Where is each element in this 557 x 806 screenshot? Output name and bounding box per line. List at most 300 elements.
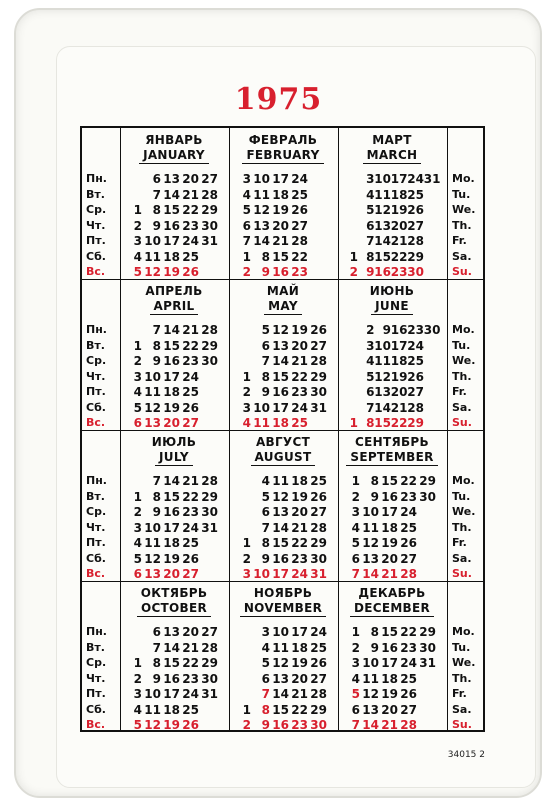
day-cell: 11 [144,536,161,550]
day-cell: 28 [310,687,327,701]
day-cell: 5 [133,551,142,566]
day-cell: 15 [272,369,289,384]
day-cell: 15 [163,203,180,217]
day-cell: 25 [182,702,199,717]
day-cell: 14 [163,323,180,337]
day-cell: 31 [310,567,327,581]
day-cell: 10 [253,172,270,186]
month-name-ru: АПРЕЛЬ [145,284,203,298]
day-cell: 26 [182,400,199,415]
day-cell: 4 [133,385,142,399]
weekday-label-en: Fr. [452,687,467,700]
day-cell: 16 [272,551,289,566]
day-cell: 23 [400,489,417,504]
day-cell: 28 [310,354,327,368]
day-cell: 21 [390,234,408,248]
day-cell: 1 [133,338,142,353]
day-cell: 4 [133,702,142,717]
print-code: 34015 2 [447,750,485,760]
day-cell: 11 [253,187,270,202]
day-cell: 22 [291,369,308,384]
day-cell: 27 [182,416,199,430]
month-name-ru: АВГУСТ [255,435,311,449]
day-cell: 10 [144,520,161,535]
day-cell: 6 [261,505,270,519]
day-cell: 31 [201,234,218,248]
day-cell: 5 [351,536,360,550]
day-cell: 24 [182,687,199,701]
weekday-label-en: Mo. [452,323,475,336]
day-cell: 17 [272,400,289,415]
day-cell: 28 [400,567,417,581]
day-cell: 28 [310,520,327,535]
day-cell: 10 [374,338,391,353]
day-cell: 30 [419,640,436,655]
day-cell: 22 [182,656,199,670]
month-name-ru: ЯНВАРЬ [145,133,203,147]
day-cell: 1 [349,416,358,430]
day-cell: 13 [163,625,180,639]
day-cell: 27 [201,625,218,639]
day-cell: 12 [272,323,289,337]
day-cell: 15 [163,656,180,670]
weekday-label-en: Fr. [452,536,467,549]
day-cell: 9 [152,354,161,368]
day-cell: 17 [272,567,289,581]
day-cell: 4 [133,249,142,264]
weekday-label-ru: Пн. [86,625,107,638]
day-cell: 19 [381,687,398,701]
day-cell: 1 [349,249,358,264]
day-cell: 13 [362,702,379,717]
weekday-label-ru: Сб. [86,400,106,414]
day-cell: 27 [310,671,327,686]
day-cell: 22 [291,249,308,264]
weekday-label-en: We. [452,203,476,216]
day-cell: 14 [163,187,180,202]
day-cell: 8 [366,249,375,264]
day-cell: 11 [272,640,289,655]
day-cell: 15 [381,625,398,639]
day-cell: 12 [272,489,289,504]
day-cell: 6 [133,567,142,581]
day-cell: 3 [242,567,251,581]
day-cell: 26 [310,489,327,504]
day-cell: 17 [291,625,308,639]
day-cell: 23 [291,265,308,279]
day-cell: 1 [242,536,251,550]
day-cell: 16 [163,671,180,686]
day-cell: 9 [261,385,270,399]
month-name-en: OCTOBER [137,601,211,617]
weekday-label-ru: Вс. [86,567,106,580]
day-cell: 29 [201,203,218,217]
day-cell: 11 [374,187,391,202]
day-cell: 24 [182,234,199,248]
day-cell: 28 [201,323,218,337]
day-cell: 17 [390,338,408,353]
day-cell: 18 [291,474,308,488]
day-cell: 27 [182,567,199,581]
year-title: 1975 [234,82,323,117]
day-cell: 27 [407,218,424,233]
month-header [229,284,337,315]
day-cell: 20 [291,505,308,519]
day-cell: 18 [390,354,408,368]
day-cell: 17 [163,234,180,248]
day-cell: 26 [400,536,417,550]
day-cell: 8 [152,489,161,504]
weekday-label-ru: Сб. [86,249,106,263]
day-cell: 30 [310,718,327,732]
day-cell: 22 [291,702,308,717]
month-name-ru: ДЕКАБРЬ [358,586,426,600]
day-cell: 17 [381,505,398,519]
day-cell: 10 [272,625,289,639]
weekday-label-ru: Пн. [86,323,107,336]
day-cell: 3 [351,656,360,670]
day-cell: 14 [272,354,289,368]
day-cell: 7 [366,234,375,248]
day-cell: 2 [133,218,142,233]
day-cell: 24 [400,656,417,670]
day-cell: 16 [272,718,289,732]
month-header [120,133,228,164]
month-name-ru: ИЮНЬ [369,284,415,298]
day-cell: 31 [419,656,436,670]
grid-hline [82,581,483,582]
weekday-label-en: Sa. [452,702,472,716]
day-cell: 29 [407,416,424,430]
day-cell: 24 [291,172,308,186]
day-cell: 1 [351,474,360,488]
day-cell: 18 [163,536,180,550]
day-cell: 31 [423,172,441,186]
weekday-label-en: Th. [452,671,472,685]
weekday-label-ru: Пн. [86,474,107,487]
day-cell: 25 [407,354,424,368]
day-cell: 20 [163,567,180,581]
day-cell: 10 [144,687,161,701]
day-cell: 8 [261,536,270,550]
weekday-label-en: Th. [452,369,472,383]
day-cell: 23 [182,671,199,686]
day-cell: 5 [133,718,142,732]
day-cell: 9 [261,551,270,566]
day-cell: 24 [182,369,199,384]
day-cell: 27 [201,172,218,186]
weekday-label-en: Su. [452,718,472,731]
month-name-en: NOVEMBER [240,601,326,617]
day-cell: 5 [242,203,251,217]
day-cell: 5 [133,400,142,415]
weekday-label-en: Tu. [452,338,471,352]
day-cell: 4 [242,416,251,430]
grid-vline [229,128,230,730]
day-cell: 9 [261,718,270,732]
weekday-label-ru: Пт. [86,385,106,398]
day-cell: 20 [272,218,289,233]
day-cell: 30 [201,218,218,233]
day-cell: 27 [407,385,424,399]
day-cell: 20 [381,551,398,566]
day-cell: 2 [133,671,142,686]
day-cell: 12 [253,203,270,217]
day-cell: 6 [152,172,161,186]
weekday-label-ru: Чт. [86,218,106,232]
day-cell: 30 [423,323,441,337]
day-cell: 1 [133,489,142,504]
day-cell: 16 [374,265,391,279]
month-header [338,435,446,466]
day-cell: 15 [374,416,391,430]
day-cell: 3 [133,234,142,248]
day-cell: 11 [144,249,161,264]
day-cell: 7 [152,474,161,488]
day-cell: 7 [351,567,360,581]
day-cell: 20 [163,416,180,430]
day-cell: 21 [182,187,199,202]
day-cell: 24 [310,625,327,639]
day-cell: 20 [182,172,199,186]
grid-hline [82,430,483,431]
day-cell: 5 [351,687,360,701]
day-cell: 4 [261,474,270,488]
weekday-label-ru: Вс. [86,416,106,429]
day-cell: 19 [291,323,308,337]
day-cell: 29 [201,656,218,670]
day-cell: 3 [366,172,375,186]
day-cell: 18 [381,671,398,686]
day-cell: 23 [182,354,199,368]
day-cell: 24 [400,505,417,519]
day-cell: 23 [291,551,308,566]
weekday-label-en: Th. [452,218,472,232]
weekday-label-en: We. [452,505,476,518]
weekday-label-ru: Сб. [86,551,106,565]
day-cell: 7 [261,354,270,368]
day-cell: 15 [272,702,289,717]
day-cell: 1 [351,625,360,639]
day-cell: 21 [291,687,308,701]
weekday-label-en: Fr. [452,385,467,398]
day-cell: 29 [419,474,436,488]
day-cell: 10 [253,400,270,415]
weekday-label-ru: Вс. [86,718,106,731]
weekday-label-ru: Ср. [86,656,107,669]
day-cell: 9 [261,265,270,279]
day-cell: 16 [390,323,408,337]
day-cell: 2 [242,718,251,732]
weekday-label-en: Mo. [452,172,475,185]
day-cell: 6 [261,671,270,686]
day-cell: 11 [362,520,379,535]
day-cell: 1 [242,369,251,384]
day-cell: 4 [366,354,375,368]
day-cell: 7 [261,687,270,701]
day-cell: 12 [374,369,391,384]
day-cell: 10 [144,234,161,248]
day-cell: 10 [362,656,379,670]
day-cell: 29 [201,338,218,353]
day-cell: 26 [400,687,417,701]
day-cell: 29 [201,489,218,504]
day-cell: 5 [261,656,270,670]
day-cell: 14 [163,640,180,655]
day-cell: 24 [291,400,308,415]
day-cell: 5 [261,489,270,504]
grid-vline [338,128,339,730]
day-cell: 23 [390,265,408,279]
day-cell: 23 [291,718,308,732]
day-cell: 2 [242,385,251,399]
day-cell: 25 [400,671,417,686]
day-cell: 25 [291,416,308,430]
day-cell: 9 [152,671,161,686]
day-cell: 3 [261,625,270,639]
day-cell: 8 [152,656,161,670]
day-cell: 13 [272,338,289,353]
weekday-label-en: Mo. [452,625,475,638]
day-cell: 6 [351,702,360,717]
day-cell: 28 [201,474,218,488]
day-cell: 28 [291,234,308,248]
weekday-label-en: Tu. [452,640,471,654]
day-cell: 14 [253,234,270,248]
day-cell: 18 [390,187,408,202]
day-cell: 28 [407,400,424,415]
day-cell: 15 [163,338,180,353]
day-cell: 4 [351,671,360,686]
weekday-label-ru: Пт. [86,536,106,549]
day-cell: 14 [362,567,379,581]
day-cell: 20 [381,702,398,717]
calendar-grid [80,126,485,732]
day-cell: 11 [374,354,391,368]
day-cell: 14 [374,234,391,248]
day-cell: 19 [390,203,408,217]
weekday-label-en: Tu. [452,187,471,201]
day-cell: 7 [351,718,360,732]
day-cell: 21 [381,567,398,581]
day-cell: 12 [144,551,161,566]
day-cell: 7 [261,520,270,535]
day-cell: 17 [163,369,180,384]
day-cell: 27 [400,551,417,566]
day-cell: 9 [370,640,379,655]
day-cell: 25 [182,536,199,550]
weekday-label-en: We. [452,354,476,367]
day-cell: 17 [163,520,180,535]
day-cell: 21 [182,323,199,337]
day-cell: 7 [152,323,161,337]
weekday-label-ru: Пн. [86,172,107,185]
day-cell: 25 [310,640,327,655]
day-cell: 29 [310,536,327,550]
day-cell: 21 [390,400,408,415]
day-cell: 28 [400,718,417,732]
month-name-en: DECEMBER [350,601,434,617]
month-name-ru: МАРТ [372,133,412,147]
day-cell: 9 [152,505,161,519]
day-cell: 12 [144,400,161,415]
weekday-label-ru: Вт. [86,338,105,352]
day-cell: 23 [400,640,417,655]
month-name-ru: ОКТЯБРЬ [140,586,208,600]
month-name-en: APRIL [150,299,199,315]
day-cell: 19 [163,265,180,279]
day-cell: 23 [407,323,424,337]
day-cell: 1 [133,656,142,670]
day-cell: 9 [366,265,375,279]
day-cell: 14 [374,400,391,415]
day-cell: 2 [366,323,375,337]
day-cell: 5 [366,369,375,384]
day-cell: 16 [272,385,289,399]
day-cell: 26 [182,718,199,732]
day-cell: 31 [201,520,218,535]
day-cell: 29 [310,369,327,384]
day-cell: 12 [374,203,391,217]
day-cell: 7 [242,234,251,248]
day-cell: 16 [163,505,180,519]
day-cell: 16 [272,265,289,279]
day-cell: 11 [362,671,379,686]
day-cell: 25 [182,385,199,399]
day-cell: 22 [291,536,308,550]
weekday-label-en: Fr. [452,234,467,247]
day-cell: 19 [272,203,289,217]
day-cell: 20 [291,671,308,686]
month-name-en: AUGUST [251,450,316,466]
day-cell: 23 [182,218,199,233]
day-cell: 8 [261,702,270,717]
day-cell: 19 [163,400,180,415]
day-cell: 14 [163,474,180,488]
day-cell: 8 [152,338,161,353]
day-cell: 4 [351,520,360,535]
day-cell: 8 [261,249,270,264]
day-cell: 29 [419,625,436,639]
day-cell: 13 [253,218,270,233]
day-cell: 27 [310,505,327,519]
day-cell: 22 [390,249,408,264]
day-cell: 17 [390,172,408,186]
day-cell: 4 [242,187,251,202]
day-cell: 4 [133,536,142,550]
month-header [338,284,446,315]
day-cell: 27 [310,338,327,353]
day-cell: 13 [374,385,391,399]
grid-hline [82,279,483,280]
day-cell: 28 [201,187,218,202]
day-cell: 15 [272,536,289,550]
weekday-label-ru: Пт. [86,234,106,247]
day-cell: 13 [163,172,180,186]
day-cell: 26 [310,323,327,337]
day-cell: 26 [310,656,327,670]
day-cell: 13 [374,218,391,233]
day-cell: 7 [366,400,375,415]
day-cell: 15 [272,249,289,264]
day-cell: 5 [366,203,375,217]
weekday-label-en: We. [452,656,476,669]
day-cell: 1 [242,702,251,717]
day-cell: 15 [374,249,391,264]
day-cell: 13 [144,567,161,581]
day-cell: 13 [362,551,379,566]
month-header [338,586,446,617]
